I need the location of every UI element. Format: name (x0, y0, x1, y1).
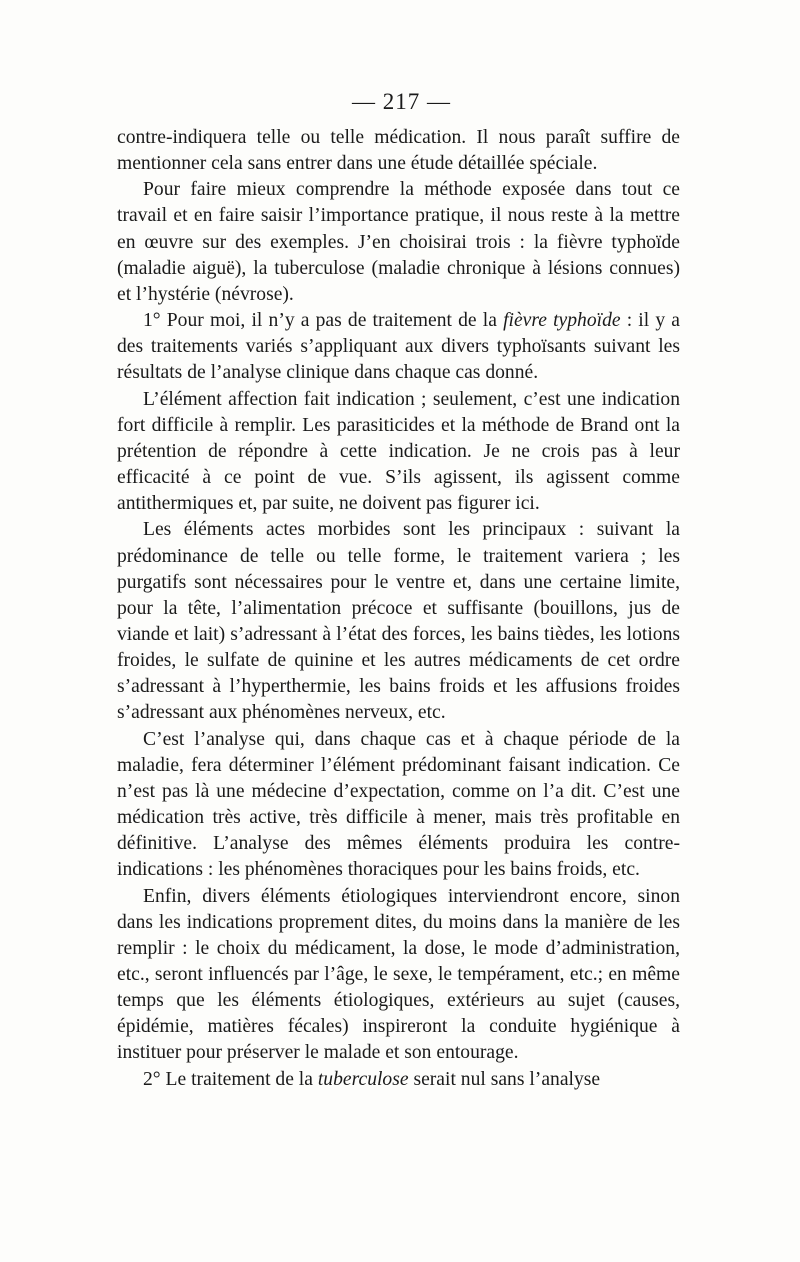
emphasis-tuberculose: tuberculose (317, 1068, 409, 1090)
paragraph-tuberculose-text-after: serait nul sans l’analyse (408, 1068, 601, 1090)
body-text (117, 125, 680, 1093)
paragraph-tuberculose-text-before: 2° Le traitement de la (143, 1068, 318, 1090)
paragraph-etiologiques: Enfin, divers éléments étiologiques interviendront encore, sinon dans les indications proprement dites, du moins dans la manière de les remplir : le choix du médicament, la dose, le mode d’administration, etc., seront influencés par l’âge, le sexe, le tempérament, etc.; en même temps que les éléments étiologiques, extérieurs au sujet (causes, épidémie, matières fécales) inspireront la conduite hygiénique à instituer pour préserver le malade et son entourage. (117, 885, 680, 1064)
paragraph-element-affection: L’élément affection fait indication ; seulement, c’est une indication fort difficile à remplir. Les parasiticides et la méthode de Brand ont la prétention de répondre à cette indication. Je ne crois pas à leur efficacité à ce point de vue. S’ils agissent, ils agissent comme antithermiques et, par suite, ne doivent pas figurer ici. (117, 388, 680, 515)
paragraph-continuation: contre-indiquera telle ou telle médication. Il nous paraît suffire de mentionner cela sans entrer dans une étude détaillée spéciale. (117, 127, 680, 175)
paragraph-typhoid-heading (117, 308, 680, 386)
paragraph-typhoid-text-before: 1° Pour moi, il n’y a pas de traitement de la (143, 310, 504, 332)
page-number: — 217 — (352, 89, 451, 114)
paragraph-tuberculose (117, 1067, 680, 1093)
paragraph-method-intro: Pour faire mieux comprendre la méthode exposée dans tout ce travail et en faire saisir l’importance pratique, il nous reste à la mettre en œuvre sur des exemples. J’en choisirai trois : la fièvre typhoïde (maladie aiguë), la tuberculose (maladie chronique à lésions connues) et l’hystérie (névrose). (117, 179, 680, 305)
paragraph-actes-morbides: Les éléments actes morbides sont les principaux : suivant la prédominance de telle ou telle forme, le traitement variera ; les purgatifs sont nécessaires pour le ventre et, dans une certaine limite, pour la tête, l’alimentation précoce et suffisante (bouillons, jus de viande et lait) s’adressant à l’état des forces, les bains tièdes, les lotions froides, le sulfate de quinine et les autres médicaments de cet ordre s’adressant à l’hyperthermie, les bains froids et les affusions froides s’adressant aux phénomènes nerveux, etc. (117, 519, 680, 724)
paragraph-typhoid-text-after: : il y a des traitements variés s’appliquant aux divers typhoïsants suivant les résultats de l’analyse clinique dans chaque cas donné. (117, 310, 680, 384)
emphasis-fievre-typhoide: fièvre typhoïde (503, 310, 621, 332)
book-page (117, 88, 680, 1093)
paragraph-analyse: C’est l’analyse qui, dans chaque cas et à chaque période de la maladie, fera déterminer l’élément prédominant faisant indication. Ce n’est pas là une médecine d’expectation, comme on l’a dit. C’est une médication très active, très difficile à mener, mais très profitable en définitive. L’analyse des mêmes éléments produira les contre-indications : les phénomènes thoraciques pour les bains froids, etc. (117, 728, 680, 881)
